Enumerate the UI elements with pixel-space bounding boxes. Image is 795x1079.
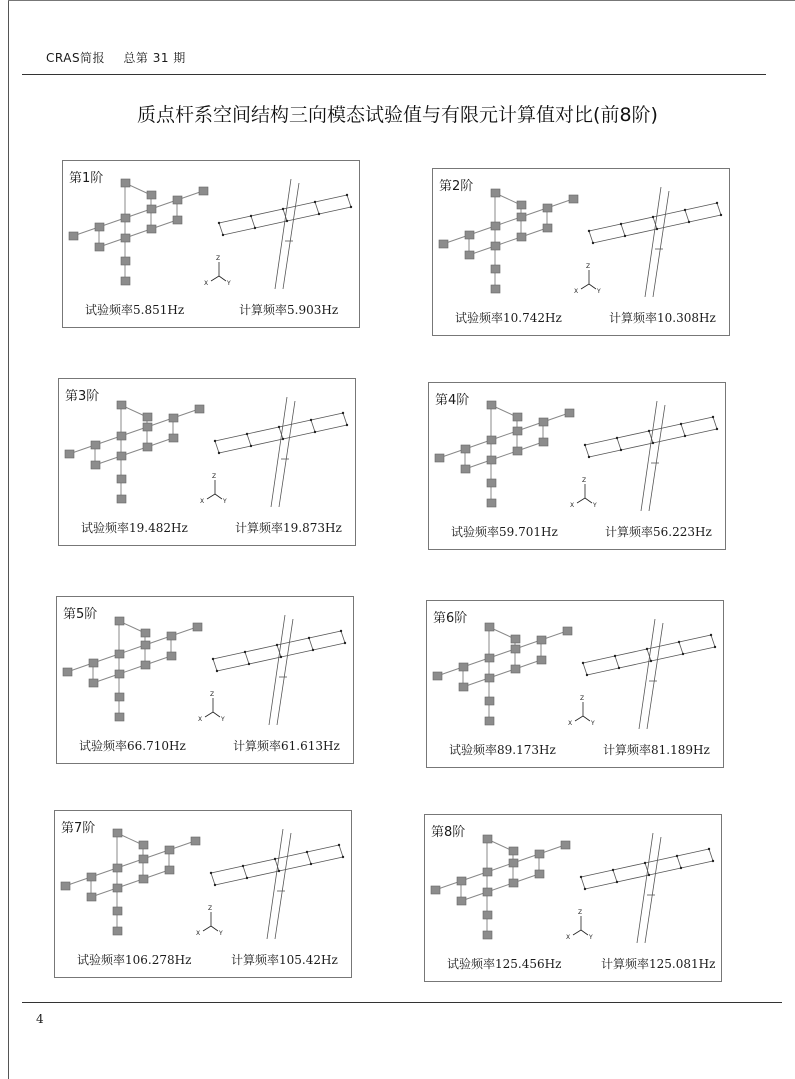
mass-node [89,679,98,687]
mass-node [439,240,448,248]
page-frame-top [8,0,795,1]
axis-label-z: Z [582,477,587,484]
mass-node [141,641,150,649]
mass-node [517,233,526,241]
fe-node [210,872,212,874]
axis-label-x: X [198,716,203,723]
test-frequency: 试验频率106.278Hz [77,953,192,967]
fe-node [588,456,590,458]
test-frequency: 试验频率59.701Hz [451,525,558,539]
fe-node [310,863,312,865]
fe-node [310,419,312,421]
mass-node [517,201,526,209]
mass-node [483,868,492,876]
mass-node [117,452,126,460]
mass-node [87,893,96,901]
mass-node [491,265,500,273]
fe-node [648,430,650,432]
axis-label-x: X [574,288,579,295]
calc-frequency: 计算频率10.308Hz [609,311,716,325]
mass-node [89,659,98,667]
mass-node [513,447,522,455]
mass-node [139,841,148,849]
mass-node [461,445,470,453]
mass-node [539,438,548,446]
fe-node [282,438,284,440]
mode-shape-figure [63,161,359,301]
mass-node [115,617,124,625]
fe-node [254,227,256,229]
mass-node [195,405,204,413]
mode-panel-6 [426,600,724,768]
axis-label-z: Z [210,691,215,698]
mass-node [483,888,492,896]
mass-node [511,635,520,643]
mass-node [485,654,494,662]
calc-frequency: 计算频率105.42Hz [231,953,338,967]
fe-node [340,630,342,632]
mass-node [491,285,500,293]
fe-node [216,670,218,672]
page-number: 4 [36,1012,44,1026]
mass-node [513,413,522,421]
fe-node [652,442,654,444]
mass-node [465,251,474,259]
fe-node [650,660,652,662]
mass-node [433,672,442,680]
mass-node [193,623,202,631]
calc-frequency: 计算频率81.189Hz [603,743,710,757]
mass-node [565,409,574,417]
mass-node [117,475,126,483]
mass-node [487,401,496,409]
fe-node [646,648,648,650]
axis-label-x: X [200,498,205,505]
fe-node [614,655,616,657]
fe-node [280,656,282,658]
mass-node [143,413,152,421]
mode-panel-2 [432,168,730,336]
fe-node [710,634,712,636]
fe-node [680,423,682,425]
mass-node [113,864,122,872]
axis-label-x: X [570,502,575,509]
mass-node [535,850,544,858]
mass-node [169,434,178,442]
mass-node [459,663,468,671]
mass-node [457,897,466,905]
mass-node [113,829,122,837]
axis-triad [581,270,596,289]
mass-node [121,277,130,285]
mode-order-label: 第6阶 [433,611,468,626]
fe-node [584,888,586,890]
mass-node [173,216,182,224]
fe-node [624,235,626,237]
mass-node [191,837,200,845]
fe-node [684,435,686,437]
fe-node [678,641,680,643]
mass-node [167,652,176,660]
axis-label-y: Y [589,934,593,941]
mass-node [121,214,130,222]
mass-node [487,436,496,444]
mode-shape-figure [433,169,729,309]
axis-label-y: Y [597,288,601,295]
fe-node [286,220,288,222]
mass-node [487,479,496,487]
axis-triad [211,262,226,281]
mass-node [113,927,122,935]
running-header [46,49,200,66]
fe-node [620,223,622,225]
fe-node [720,214,722,216]
fe-node [676,855,678,857]
axis-label-y: Y [223,498,227,505]
test-frequency: 试验频率66.710Hz [79,739,186,753]
mass-node [485,697,494,705]
mass-node [61,882,70,890]
mode-shape-figure [425,815,721,955]
mode-panel-1 [62,160,360,328]
mass-node [457,877,466,885]
mass-node [509,847,518,855]
calc-mode-shape [211,829,343,939]
fe-node [346,194,348,196]
mass-node [539,418,548,426]
fe-node [342,412,344,414]
fe-node [278,870,280,872]
mass-node [115,693,124,701]
mass-node [435,454,444,462]
axis-label-z: Z [208,905,213,912]
fe-node [588,230,590,232]
mass-node [169,414,178,422]
calc-frequency: 计算频率125.081Hz [601,957,716,971]
fe-node [274,858,276,860]
mass-node [537,636,546,644]
test-frequency: 试验频率5.851Hz [85,303,185,317]
axis-label-y: Y [227,280,231,287]
fe-node [250,215,252,217]
axis-triad [203,912,218,931]
fe-node [248,663,250,665]
fe-node [350,206,352,208]
mass-node [459,683,468,691]
test-mode-shape [69,405,199,499]
calc-mode-shape [219,179,351,289]
mode-shape-figure [59,379,355,519]
test-mode-shape [73,183,203,281]
test-mode-shape [65,833,195,931]
test-frequency: 试验频率125.456Hz [447,957,562,971]
mass-node [91,441,100,449]
mass-node [167,632,176,640]
axis-label-z: Z [580,695,585,702]
mass-node [141,629,150,637]
mass-node [113,884,122,892]
fe-node [242,865,244,867]
fe-node [616,437,618,439]
mass-node [65,450,74,458]
calc-frequency: 计算频率56.223Hz [605,525,712,539]
fe-node [612,869,614,871]
axis-label-z: Z [586,263,591,270]
fe-node [250,445,252,447]
mode-order-label: 第2阶 [439,179,474,194]
test-frequency: 试验频率10.742Hz [455,311,562,325]
mode-order-label: 第5阶 [63,607,98,622]
axis-label-x: X [568,720,573,727]
mass-node [117,432,126,440]
mass-node [141,661,150,669]
fe-node [218,452,220,454]
fe-node [212,658,214,660]
mass-node [115,650,124,658]
mass-node [509,859,518,867]
mass-node [117,401,126,409]
calc-frequency: 计算频率19.873Hz [235,521,342,535]
axis-triad [577,484,592,503]
mass-node [535,870,544,878]
fe-node [684,209,686,211]
mass-node [147,205,156,213]
mode-order-label: 第8阶 [431,825,466,840]
fe-node [648,874,650,876]
fe-node [656,228,658,230]
fe-node [314,201,316,203]
mass-node [95,243,104,251]
test-mode-shape [437,627,567,721]
calc-mode-shape [583,619,715,729]
fe-node [276,644,278,646]
test-frequency: 试验频率89.173Hz [449,743,556,757]
fe-node [592,242,594,244]
footer-rule [22,1002,782,1003]
mass-node [113,907,122,915]
fe-node [342,856,344,858]
fe-node [680,867,682,869]
mass-node [63,668,72,676]
fe-node [716,202,718,204]
fe-node [318,213,320,215]
mass-node [491,222,500,230]
test-frequency: 试验频率19.482Hz [81,521,188,535]
mass-node [121,179,130,187]
fe-node [246,433,248,435]
mass-node [511,665,520,673]
fe-node [214,884,216,886]
mass-node [139,875,148,883]
mode-order-label: 第7阶 [61,821,96,836]
mode-panel-7 [54,810,352,978]
test-mode-shape [67,621,197,717]
fe-node [306,851,308,853]
axis-label-y: Y [219,930,223,937]
axis-label-y: Y [591,720,595,727]
fe-node [222,234,224,236]
mode-order-label: 第4阶 [435,393,470,408]
axis-label-z: Z [216,255,221,262]
mass-node [537,656,546,664]
fe-node [244,651,246,653]
test-mode-shape [439,405,569,503]
fe-node [344,642,346,644]
mass-node [511,645,520,653]
fe-node [716,428,718,430]
axis-label-x: X [204,280,209,287]
mass-node [139,855,148,863]
fe-node [652,216,654,218]
mass-node [461,465,470,473]
calc-mode-shape [581,833,713,943]
mass-node [483,835,492,843]
fe-node [346,424,348,426]
mass-node [491,242,500,250]
calc-frequency: 计算频率61.613Hz [233,739,340,753]
fe-node [682,653,684,655]
mass-node [173,196,182,204]
calc-mode-shape [585,401,717,511]
mass-node [483,931,492,939]
mode-shape-figure [55,811,351,951]
mass-node [143,423,152,431]
axis-label-y: Y [593,502,597,509]
mode-panel-8 [424,814,722,982]
fe-node [246,877,248,879]
axis-triad [207,480,222,499]
fe-node [620,449,622,451]
mass-node [199,187,208,195]
axis-triad [573,916,588,935]
axis-label-y: Y [221,716,225,723]
mass-node [561,841,570,849]
fe-node [584,444,586,446]
mass-node [487,456,496,464]
fe-node [308,637,310,639]
mass-node [165,846,174,854]
mass-node [483,911,492,919]
fe-node [712,416,714,418]
calc-mode-shape [215,397,347,507]
mass-node [517,213,526,221]
mass-node [91,461,100,469]
mass-node [563,627,572,635]
mass-node [95,223,104,231]
mass-node [165,866,174,874]
fe-node [714,646,716,648]
mass-node [431,886,440,894]
mass-node [465,231,474,239]
mass-node [485,717,494,725]
header-rule [22,74,766,75]
journal-name: CRAS简报 [46,51,106,65]
mass-node [115,713,124,721]
mode-panel-5 [56,596,354,764]
fe-node [312,649,314,651]
fe-node [338,844,340,846]
mode-shape-figure [57,597,353,737]
mass-node [87,873,96,881]
axis-label-z: Z [578,909,583,916]
fe-node [282,208,284,210]
calc-frequency: 计算频率5.903Hz [239,303,339,317]
fe-node [278,426,280,428]
fe-node [586,674,588,676]
mass-node [509,879,518,887]
axis-label-x: X [566,934,571,941]
axis-triad [205,698,220,717]
fe-node [644,862,646,864]
fe-node [688,221,690,223]
fe-node [616,881,618,883]
calc-mode-shape [589,187,721,297]
page-title: 质点杆系空间结构三向模态试验值与有限元计算值对比(前8阶) [137,104,658,126]
mass-node [543,204,552,212]
mass-node [485,623,494,631]
axis-label-z: Z [212,473,217,480]
calc-mode-shape [213,615,345,725]
fe-node [218,222,220,224]
mode-shape-figure [429,383,725,523]
mass-node [121,234,130,242]
fe-node [712,860,714,862]
fe-node [214,440,216,442]
mode-panel-3 [58,378,356,546]
axis-triad [575,702,590,721]
mode-order-label: 第3阶 [65,389,100,404]
fe-node [580,876,582,878]
test-mode-shape [443,193,573,289]
axis-label-x: X [196,930,201,937]
fe-node [708,848,710,850]
mass-node [543,224,552,232]
page-frame-left [8,0,9,1079]
mode-shape-figure [427,601,723,741]
fe-node [314,431,316,433]
issue-number: 总第 31 期 [123,51,186,65]
mass-node [69,232,78,240]
mass-node [147,225,156,233]
mass-node [115,670,124,678]
mass-node [487,499,496,507]
mass-node [121,257,130,265]
mass-node [143,443,152,451]
mass-node [147,191,156,199]
mass-node [485,674,494,682]
fe-node [618,667,620,669]
mass-node [569,195,578,203]
mass-node [117,495,126,503]
mass-node [513,427,522,435]
mode-order-label: 第1阶 [69,171,104,186]
mass-node [491,189,500,197]
test-mode-shape [435,839,565,935]
mode-panel-4 [428,382,726,550]
fe-node [582,662,584,664]
